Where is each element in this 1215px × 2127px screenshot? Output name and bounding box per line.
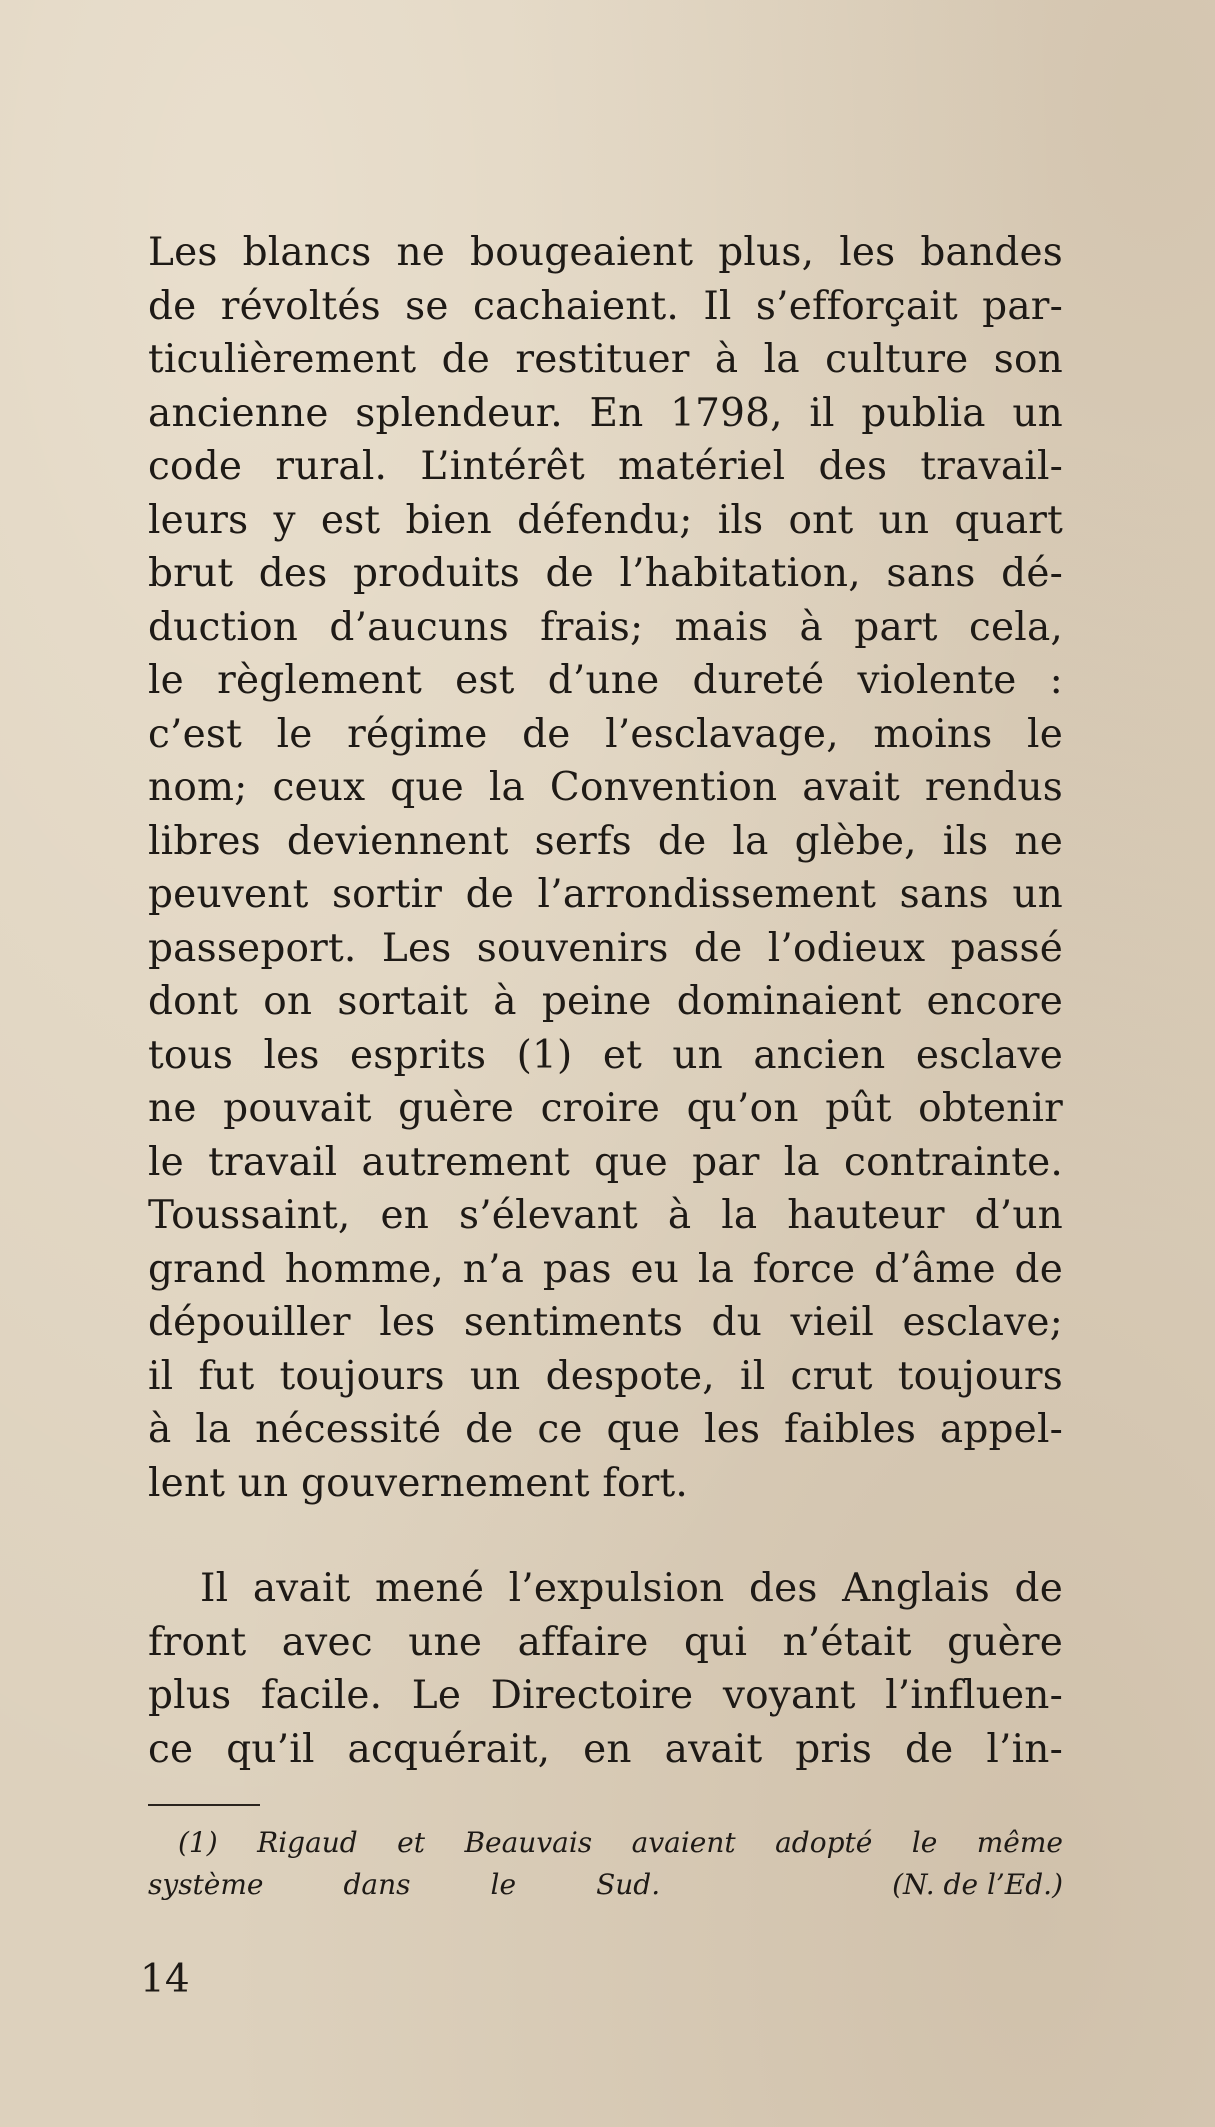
- text-line: peuvent sortir de l’arrondissement sans un: [148, 872, 1063, 917]
- text-line: dépouiller les sentiments du vieil esclave;: [148, 1300, 1063, 1345]
- text-line: de révoltés se cachaient. Il s’efforçait par-: [148, 283, 1063, 329]
- text-line: le règlement est d’une dureté violente :: [148, 658, 1063, 703]
- text-line: leurs y est bien défendu; ils ont un quart: [148, 497, 1063, 543]
- text-line: il fut toujours un despote, il crut toujours: [148, 1353, 1063, 1399]
- text-line: le travail autrement que par la contrainte.: [148, 1139, 1063, 1185]
- text-line: Les blancs ne bougeaient plus, les bandes: [148, 230, 1063, 275]
- text-line: dont on sortait à peine dominaient encore: [148, 979, 1063, 1024]
- text-line: code rural. L’intérêt matériel des travail-: [148, 444, 1063, 489]
- text-line: c’est le régime de l’esclavage, moins le: [148, 711, 1063, 757]
- text-line: Il avait mené l’expulsion des Anglais de: [200, 1566, 1063, 1611]
- footnote: [148, 1822, 1063, 1906]
- text-line: ne pouvait guère croire qu’on pût obtenir: [148, 1086, 1063, 1131]
- text-line: ce qu’il acquérait, en avait pris de l’in-: [148, 1726, 1063, 1772]
- text-line: Toussaint, en s’élevant à la hauteur d’un: [148, 1193, 1063, 1238]
- text-line: tous les esprits (1) et un ancien esclave: [148, 1032, 1063, 1078]
- text-line: à la nécessité de ce que les faibles appel-: [148, 1407, 1063, 1452]
- footnote-text: système dans le Sud.: [148, 1868, 661, 1901]
- footnote-divider: [148, 1804, 260, 1806]
- text-line: plus facile. Le Directoire voyant l’influen-: [148, 1673, 1063, 1718]
- text-line: duction d’aucuns frais; mais à part cela,: [148, 604, 1063, 650]
- paragraph-1: [148, 226, 1063, 1510]
- text-line: lent un gouvernement fort.: [148, 1460, 688, 1506]
- text-line: brut des produits de l’habitation, sans dé-: [148, 551, 1063, 596]
- page-number: 14: [140, 1957, 190, 2002]
- text-line: ancienne splendeur. En 1798, il publia un: [148, 390, 1063, 436]
- footnote-line: (1) Rigaud et Beauvais avaient adopté le même: [178, 1826, 1063, 1859]
- footnote-credit: (N. de l’Ed.): [892, 1868, 1063, 1901]
- text-line: passeport. Les souvenirs de l’odieux passé: [148, 925, 1063, 971]
- text-line: libres deviennent serfs de la glèbe, ils ne: [148, 818, 1063, 864]
- footnote-line: [148, 1864, 1063, 1906]
- text-line: grand homme, n’a pas eu la force d’âme de: [148, 1246, 1063, 1292]
- text-line: ticulièrement de restituer à la culture son: [148, 337, 1063, 382]
- paragraph-2: [148, 1562, 1063, 1776]
- text-line: front avec une affaire qui n’était guère: [148, 1619, 1063, 1665]
- text-line: nom; ceux que la Convention avait rendus: [148, 765, 1063, 810]
